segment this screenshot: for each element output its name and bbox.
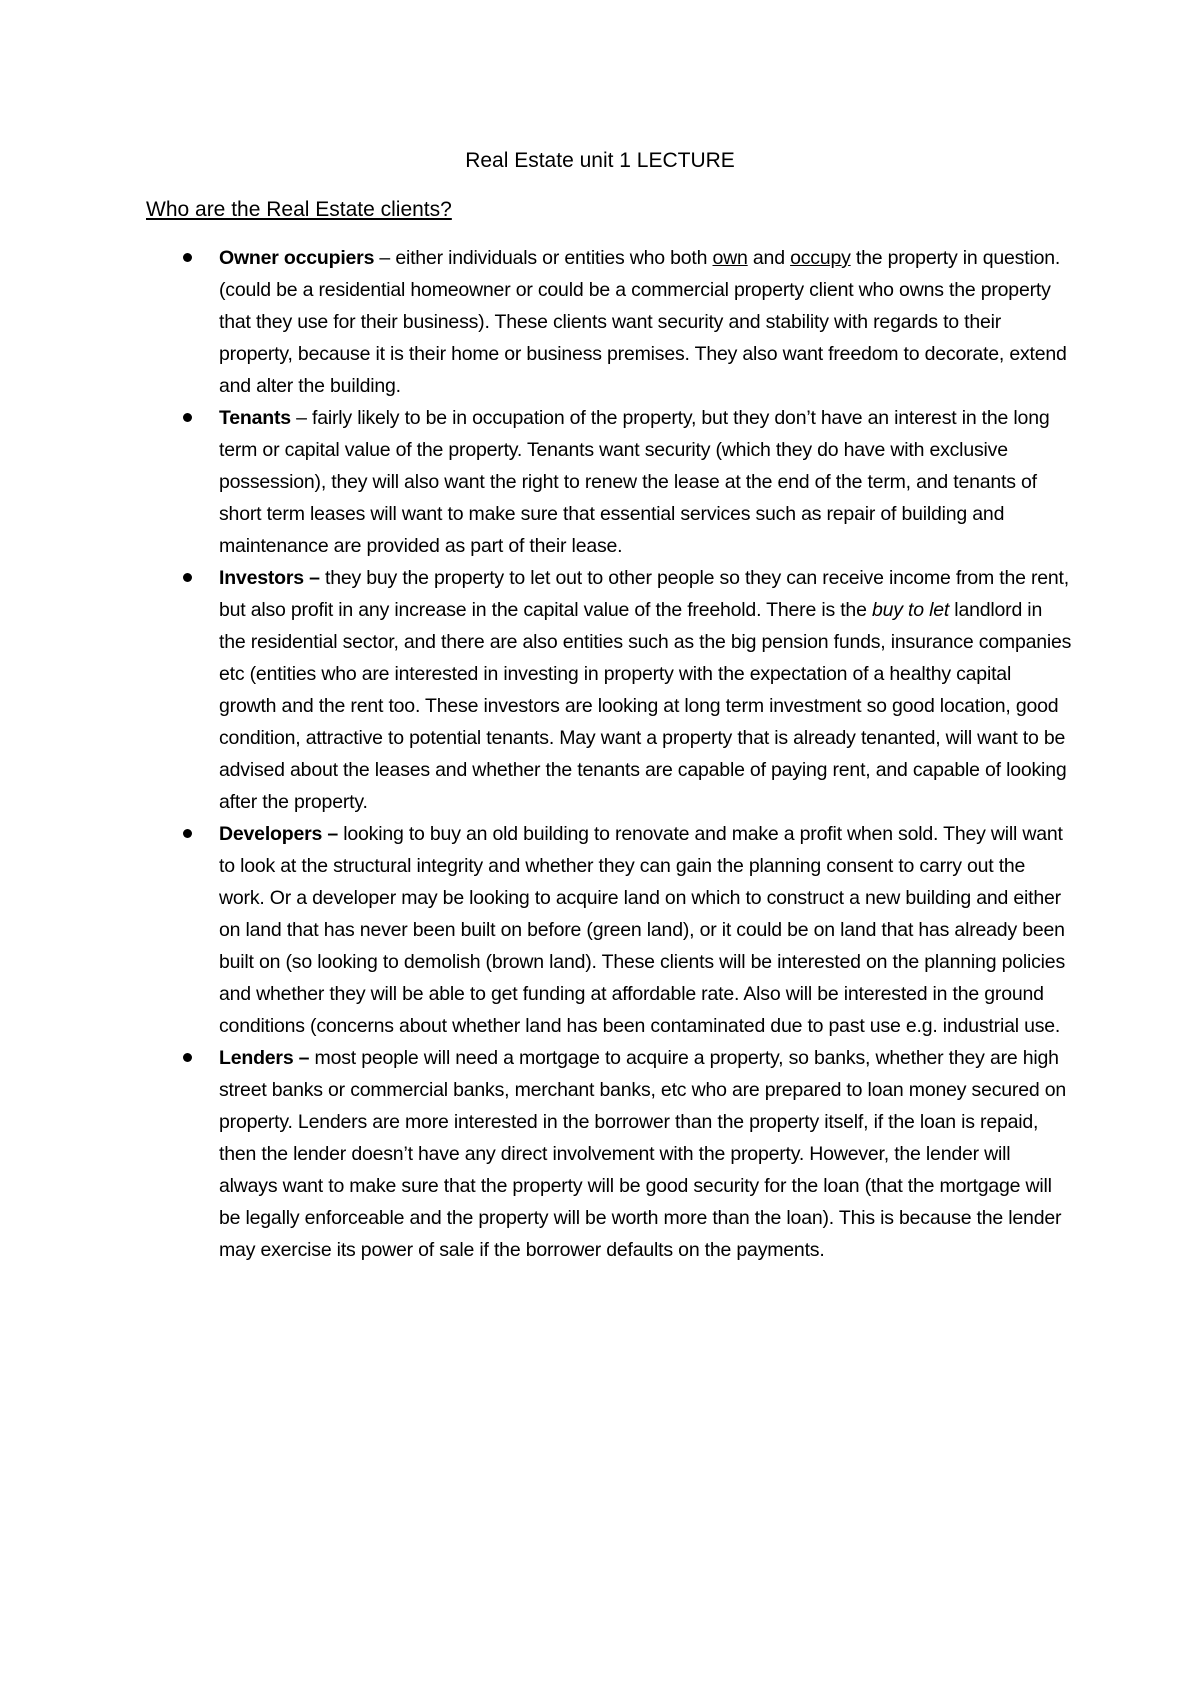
term-investors: Investors –: [219, 567, 320, 589]
item-text: looking to buy an old building to renovate and make a profit when sold. They will want to look at the structural integrity and whether they can gain the planning consent to carry out the work. Or a developer may be looking to acquire land on which to construct a new building and either on land that has never been built on before (green land), or it could be on land that has already been built on (so looking to demolish (brown land). These clients will be interested on the planning policies and whether they will be able to get funding at affordable rate. Also will be interested in the ground conditions (concerns about whether land has been contaminated due to past use e.g. industrial use.: [219, 823, 1065, 1037]
bullet-icon: [183, 829, 192, 838]
item-text: fairly likely to be in occupation of the property, but they don’t have an interest in the long term or capital value of the property. Tenants want security (which they do have with exclusive possession), they will also want the right to renew the lease at the end of the term, and tenants of short term leases will want to make sure that essential services such as repair of building and maintenance are provided as part of their lease.: [219, 407, 1050, 557]
section-heading: Who are the Real Estate clients?: [146, 198, 452, 221]
item-text: either individuals or entities who both: [395, 247, 713, 269]
list-item-lenders: [0, 1042, 1200, 1266]
underlined-word-own: own: [712, 247, 748, 269]
bullet-icon: [183, 413, 192, 422]
term-owner-occupiers: Owner occupiers: [219, 247, 375, 269]
term-developers: Developers –: [219, 823, 338, 845]
list-item-owner-occupiers: [0, 242, 1200, 402]
bullet-icon: [183, 1053, 192, 1062]
list-item-tenants: [0, 402, 1200, 562]
term-tenants: Tenants: [219, 407, 291, 429]
italic-phrase-buy-to-let: buy to let: [871, 599, 950, 621]
bullet-icon: [183, 253, 192, 262]
separator: –: [374, 247, 396, 269]
client-list: [0, 242, 1200, 1266]
separator: –: [290, 407, 313, 429]
item-text: landlord in the residential sector, and there are also entities such as the big pension funds, insurance companies etc (entities who are interested in investing in property with the expectation of a healthy capital growth and the rent too. These investors are looking at long term investment so good location, good condition, attractive to potential tenants. May want a property that is already tenanted, will want to be advised about the leases and whether the tenants are capable of paying rent, and capable of looking after the property.: [219, 599, 1072, 813]
item-text: the property in question. (could be a residential homeowner or could be a commercial property client who owns the property that they use for their business). These clients want security and stability with regards to their property, because it is their home or business premises. They also want freedom to decorate, extend and alter the building.: [219, 247, 1067, 397]
item-text: most people will need a mortgage to acquire a property, so banks, whether they are high street banks or commercial banks, merchant banks, etc who are prepared to loan money secured on property. Lenders are more interested in the borrower than the property itself, if the loan is repaid, then the lender doesn’t have any direct involvement with the property. However, the lender will always want to make sure that the property will be good security for the loan (that the mortgage will be legally enforceable and the property will be worth more than the loan). This is because the lender may exercise its power of sale if the borrower defaults on the payments.: [219, 1047, 1067, 1261]
underlined-word-occupy: occupy: [790, 247, 851, 269]
bullet-icon: [183, 573, 192, 582]
item-text: they buy the property to let out to other people so they can receive income from the rent, but also profit in any increase in the capital value of the freehold. There is the: [219, 567, 1069, 621]
item-text: and: [747, 247, 791, 269]
term-lenders: Lenders –: [219, 1047, 310, 1069]
document-title: Real Estate unit 1 LECTURE: [465, 149, 735, 172]
list-item-developers: [0, 818, 1200, 1042]
list-item-investors: [0, 562, 1200, 818]
